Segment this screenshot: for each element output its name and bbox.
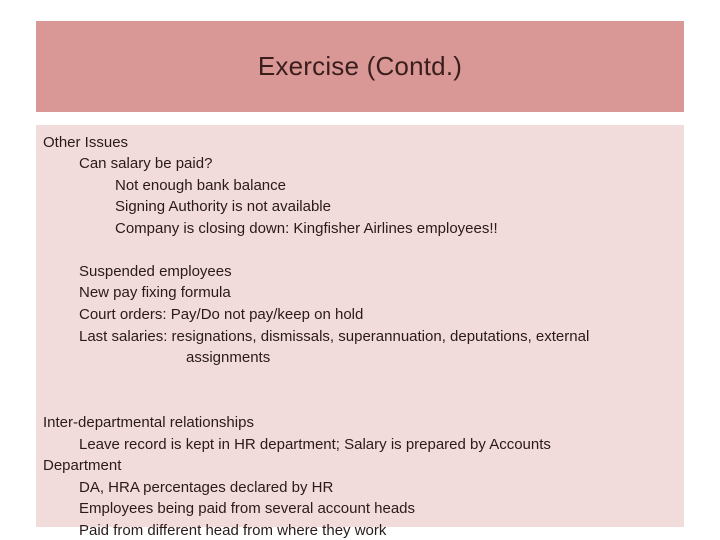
heading-inter-departmental: Inter-departmental relationships	[43, 414, 254, 431]
bullet-line: Paid from different head from where they work	[79, 522, 387, 539]
bullet-line: Last salaries: resignations, dismissals, superannuation, deputations, external	[79, 328, 590, 345]
bullet-line-continued: assignments	[186, 349, 271, 366]
bullet-line: Company is closing down: Kingfisher Airlines employees!!	[115, 220, 498, 237]
bullet-line-continued: Department	[43, 457, 122, 474]
content-panel	[36, 125, 684, 539]
bullet-line: Signing Authority is not available	[115, 198, 331, 215]
bullet-line: Not enough bank balance	[115, 177, 286, 194]
bullet-line: Court orders: Pay/Do not pay/keep on hold	[79, 306, 364, 323]
bullet-line: DA, HRA percentages declared by HR	[79, 479, 334, 496]
bullet-line: Suspended employees	[79, 263, 232, 280]
slide-title: Exercise (Contd.)	[257, 51, 463, 81]
bullet-line: Employees being paid from several account heads	[79, 500, 416, 517]
bullet-line: Leave record is kept in HR department; Salary is prepared by Accounts	[79, 436, 551, 453]
heading-other-issues: Other Issues	[43, 134, 129, 151]
title-banner	[36, 21, 684, 112]
bullet-line: Can salary be paid?	[79, 155, 213, 172]
bullet-line: New pay fixing formula	[79, 284, 231, 301]
